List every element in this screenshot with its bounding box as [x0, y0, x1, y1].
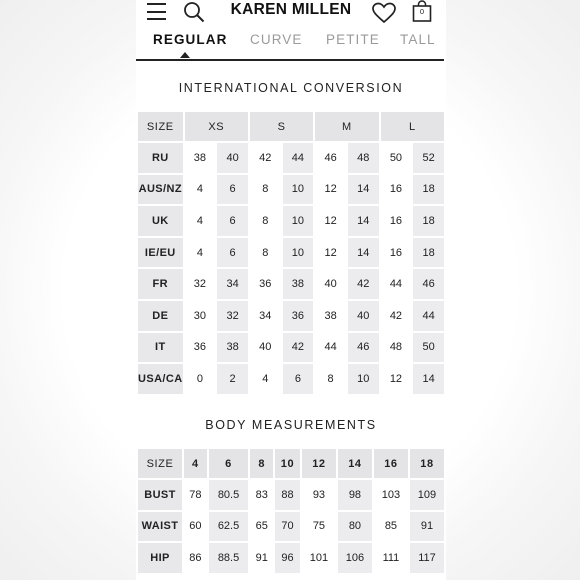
table-cell: 4 — [250, 364, 281, 394]
table-cell: 65 — [250, 512, 273, 542]
conversion-title: INTERNATIONAL CONVERSION — [178, 81, 404, 95]
search-icon[interactable] — [183, 1, 205, 23]
table-cell: 12 — [315, 206, 346, 236]
conversion-table — [136, 110, 446, 396]
table-cell: 36 — [283, 301, 314, 331]
table-cell: 46 — [315, 143, 346, 173]
table-cell: 106 — [338, 543, 372, 573]
table-cell: 93 — [302, 480, 336, 510]
measurements-title: BODY MEASUREMENTS — [205, 418, 377, 432]
heart-icon[interactable] — [372, 2, 396, 24]
size-group-s: S — [250, 112, 313, 141]
menu-icon[interactable] — [147, 3, 166, 20]
size-header: SIZE — [138, 112, 183, 141]
tab-curve[interactable]: CURVE — [250, 32, 303, 47]
table-row — [138, 512, 444, 542]
size-column-header: 14 — [338, 449, 372, 478]
table-cell: 48 — [381, 333, 412, 363]
table-cell: 42 — [250, 143, 281, 173]
table-cell: 38 — [283, 269, 314, 299]
table-cell: 96 — [275, 543, 300, 573]
region-label: IT — [138, 333, 183, 363]
table-cell: 40 — [250, 333, 281, 363]
table-cell: 42 — [381, 301, 412, 331]
table-cell: 50 — [413, 333, 444, 363]
table-cell: 34 — [250, 301, 281, 331]
table-cell: 80 — [338, 512, 372, 542]
table-cell: 16 — [381, 175, 412, 205]
table-cell: 70 — [275, 512, 300, 542]
size-header: SIZE — [138, 449, 182, 478]
size-group-l: L — [381, 112, 444, 141]
size-group-xs: XS — [185, 112, 248, 141]
table-cell: 44 — [315, 333, 346, 363]
table-cell: 8 — [250, 175, 281, 205]
table-cell: 91 — [250, 543, 273, 573]
table-row — [138, 175, 444, 205]
table-cell: 62.5 — [209, 512, 249, 542]
table-cell: 60 — [184, 512, 207, 542]
table-cell: 75 — [302, 512, 336, 542]
table-cell: 14 — [413, 364, 444, 394]
table-cell: 12 — [315, 238, 346, 268]
table-row — [138, 206, 444, 236]
size-column-header: 10 — [275, 449, 300, 478]
table-cell: 40 — [315, 269, 346, 299]
table-cell: 111 — [374, 543, 408, 573]
table-cell: 88.5 — [209, 543, 249, 573]
table-row — [138, 238, 444, 268]
size-column-header: 6 — [209, 449, 249, 478]
table-row — [138, 301, 444, 331]
table-row — [138, 269, 444, 299]
table-cell: 109 — [410, 480, 444, 510]
table-cell: 103 — [374, 480, 408, 510]
table-cell: 40 — [217, 143, 248, 173]
region-label: DE — [138, 301, 183, 331]
table-cell: 30 — [185, 301, 216, 331]
table-cell: 85 — [374, 512, 408, 542]
size-column-header: 16 — [374, 449, 408, 478]
table-cell: 44 — [413, 301, 444, 331]
table-cell: 18 — [413, 206, 444, 236]
table-cell: 78 — [184, 480, 207, 510]
table-cell: 44 — [381, 269, 412, 299]
table-cell: 32 — [217, 301, 248, 331]
region-label: AUS/NZ — [138, 175, 183, 205]
table-cell: 52 — [413, 143, 444, 173]
table-cell: 44 — [283, 143, 314, 173]
tab-tall[interactable]: TALL — [400, 32, 436, 47]
table-cell: 14 — [348, 238, 379, 268]
bag-icon[interactable] — [411, 0, 433, 22]
size-column-header: 12 — [302, 449, 336, 478]
table-cell: 50 — [381, 143, 412, 173]
table-cell: 36 — [185, 333, 216, 363]
size-column-header: 4 — [184, 449, 207, 478]
table-cell: 32 — [185, 269, 216, 299]
measurement-label: BUST — [138, 480, 182, 510]
table-cell: 46 — [348, 333, 379, 363]
table-cell: 98 — [338, 480, 372, 510]
table-cell: 8 — [250, 206, 281, 236]
table-cell: 83 — [250, 480, 273, 510]
table-cell: 14 — [348, 175, 379, 205]
measurement-label: HIP — [138, 543, 182, 573]
table-cell: 8 — [315, 364, 346, 394]
table-cell: 48 — [348, 143, 379, 173]
region-label: USA/CA — [138, 364, 183, 394]
table-cell: 10 — [283, 206, 314, 236]
table-cell: 4 — [185, 238, 216, 268]
table-cell: 8 — [250, 238, 281, 268]
table-cell: 12 — [381, 364, 412, 394]
table-cell: 14 — [348, 206, 379, 236]
table-cell: 38 — [315, 301, 346, 331]
table-cell: 36 — [250, 269, 281, 299]
table-cell: 101 — [302, 543, 336, 573]
table-cell: 117 — [410, 543, 444, 573]
table-cell: 10 — [283, 175, 314, 205]
table-cell: 42 — [348, 269, 379, 299]
table-cell: 40 — [348, 301, 379, 331]
bag-count: 0 — [419, 7, 425, 16]
size-column-header: 8 — [250, 449, 273, 478]
table-cell: 6 — [217, 175, 248, 205]
table-cell: 38 — [185, 143, 216, 173]
measurement-label: WAIST — [138, 512, 182, 542]
size-group-m: M — [315, 112, 378, 141]
region-label: IE/EU — [138, 238, 183, 268]
table-cell: 86 — [184, 543, 207, 573]
tab-regular[interactable]: REGULAR — [153, 32, 228, 47]
table-cell: 16 — [381, 206, 412, 236]
table-cell: 34 — [217, 269, 248, 299]
measurements-table — [136, 447, 446, 575]
conversion-header-row — [138, 112, 444, 141]
table-cell: 10 — [283, 238, 314, 268]
table-cell: 6 — [283, 364, 314, 394]
table-cell: 38 — [217, 333, 248, 363]
table-cell: 10 — [348, 364, 379, 394]
table-cell: 12 — [315, 175, 346, 205]
table-cell: 6 — [217, 206, 248, 236]
table-cell: 16 — [381, 238, 412, 268]
table-row — [138, 333, 444, 363]
region-label: UK — [138, 206, 183, 236]
table-row — [138, 543, 444, 573]
header — [0, 0, 580, 30]
table-cell: 18 — [413, 238, 444, 268]
table-row — [138, 480, 444, 510]
brand-logo[interactable]: KAREN MILLEN — [230, 1, 352, 18]
table-cell: 2 — [217, 364, 248, 394]
active-tab-indicator — [180, 52, 190, 58]
size-column-header: 18 — [410, 449, 444, 478]
table-cell: 6 — [217, 238, 248, 268]
table-row — [138, 143, 444, 173]
table-cell: 4 — [185, 206, 216, 236]
tab-petite[interactable]: PETITE — [326, 32, 380, 47]
region-label: FR — [138, 269, 183, 299]
tab-underline — [136, 59, 444, 61]
table-cell: 18 — [413, 175, 444, 205]
table-cell: 46 — [413, 269, 444, 299]
table-cell: 88 — [275, 480, 300, 510]
table-cell: 0 — [185, 364, 216, 394]
table-row — [138, 364, 444, 394]
measurements-header-row — [138, 449, 444, 478]
region-label: RU — [138, 143, 183, 173]
table-cell: 91 — [410, 512, 444, 542]
table-cell: 4 — [185, 175, 216, 205]
table-cell: 80.5 — [209, 480, 249, 510]
table-cell: 42 — [283, 333, 314, 363]
